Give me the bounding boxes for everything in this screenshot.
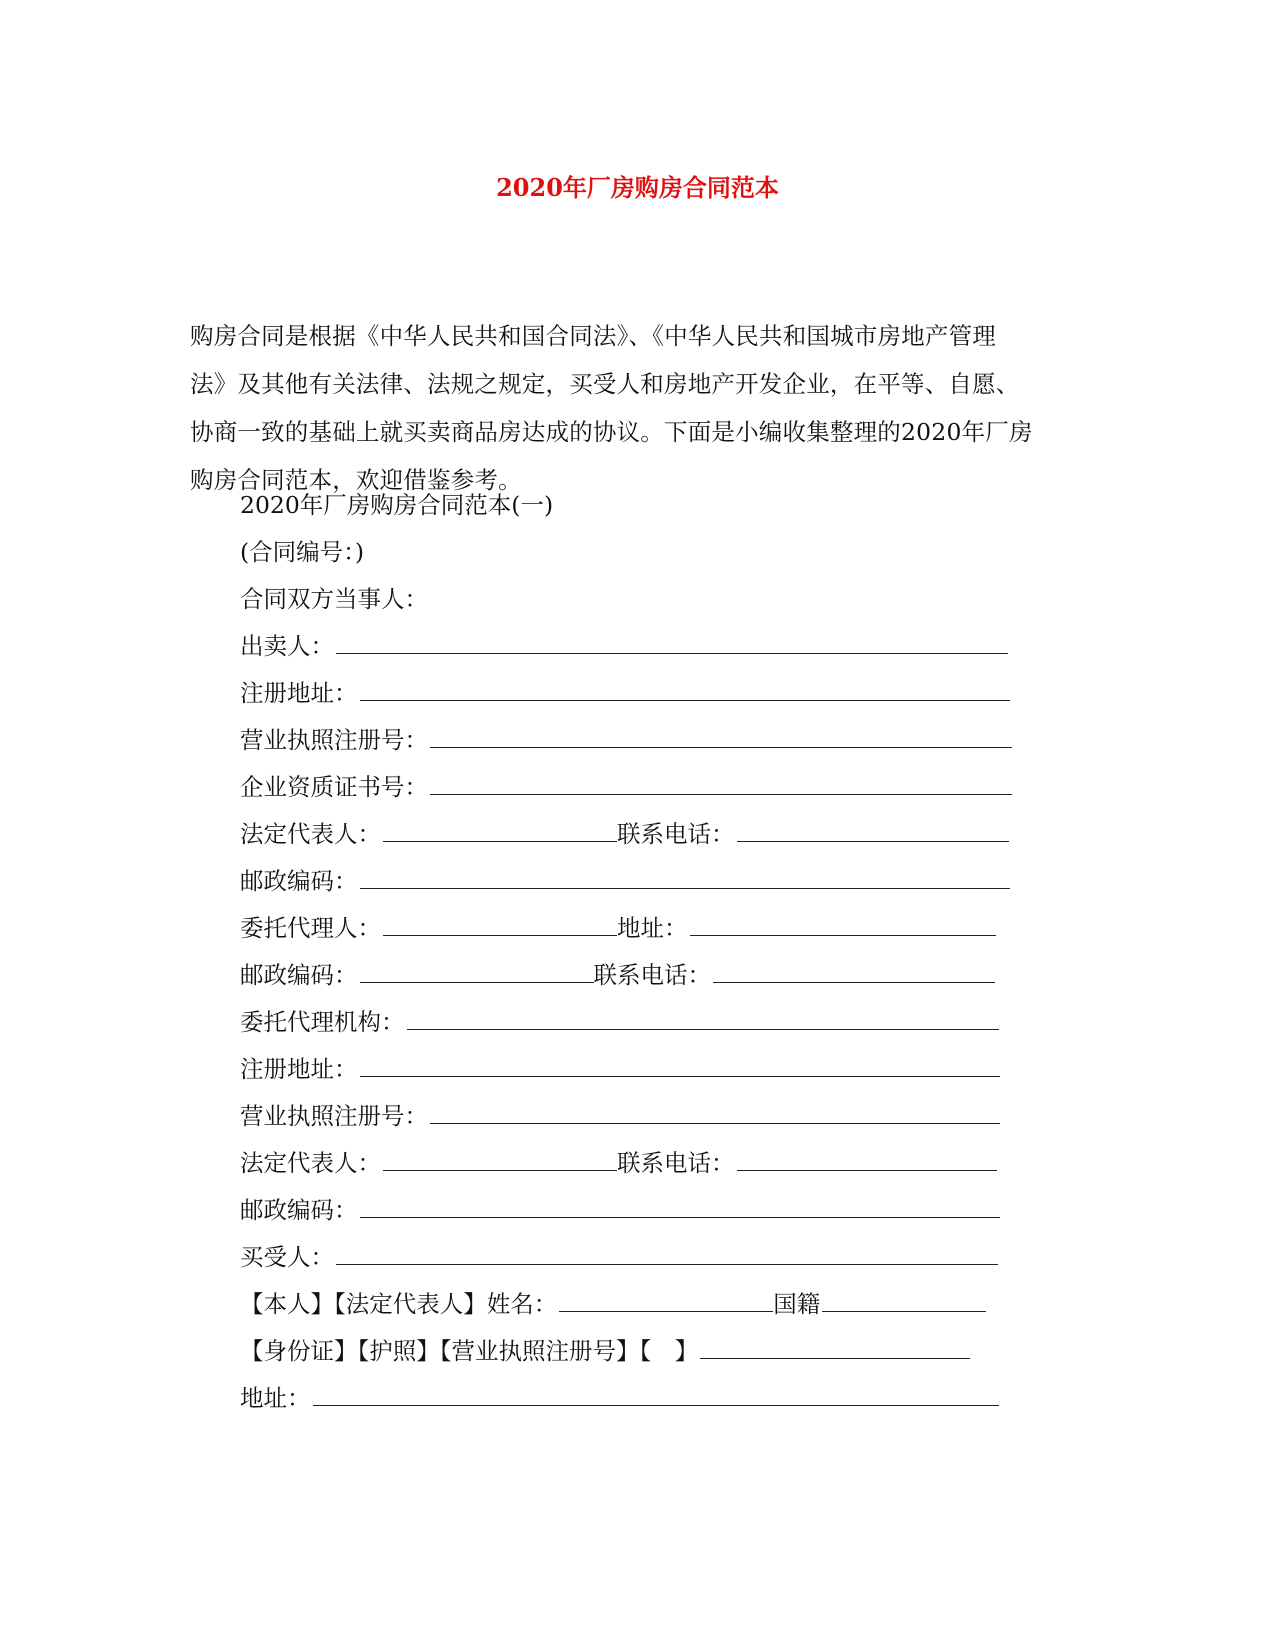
agent-postcode-line <box>240 960 995 990</box>
document-title: 2020年厂房购房合同范本 <box>496 173 779 202</box>
seller-license-blank[interactable] <box>430 725 1012 748</box>
buyer-id-line <box>240 1336 970 1366</box>
agent-postcode-label: 邮政编码： <box>240 961 358 989</box>
agent-postcode-blank[interactable] <box>360 960 594 983</box>
seller-qualification-blank[interactable] <box>430 772 1012 795</box>
agency-postcode-line <box>240 1195 1000 1225</box>
agency-legal-rep-line <box>240 1148 997 1178</box>
agency-reg-address-line <box>240 1054 1000 1084</box>
buyer-label: 买受人： <box>240 1243 334 1271</box>
buyer-nationality-blank[interactable] <box>822 1289 986 1312</box>
buyer-name-line <box>240 1289 986 1319</box>
buyer-name-blank[interactable] <box>559 1289 773 1312</box>
intro-paragraph <box>190 312 1070 504</box>
agency-reg-address-label: 注册地址： <box>240 1055 358 1083</box>
agency-license-blank[interactable] <box>430 1101 1000 1124</box>
parties-heading: 合同双方当事人： <box>240 585 428 613</box>
agent-blank[interactable] <box>383 913 617 936</box>
intro-line: 法》及其他有关法律、法规之规定，买受人和房地产开发企业，在平等、自愿、 <box>190 370 1020 398</box>
agency-line <box>240 1007 999 1037</box>
seller-postcode-label: 邮政编码： <box>240 867 358 895</box>
buyer-name-label: 【本人】【法定代表人】姓名： <box>240 1290 558 1318</box>
agency-label: 委托代理机构： <box>240 1008 405 1036</box>
agency-license-label: 营业执照注册号： <box>240 1102 428 1130</box>
seller-legal-rep-blank[interactable] <box>383 819 617 842</box>
intro-line: 购房合同是根据《中华人民共和国合同法》、《中华人民共和国城市房地产管理 <box>190 322 996 350</box>
seller-line <box>240 631 1008 661</box>
agent-address-label: 地址： <box>617 914 688 942</box>
seller-reg-address-line <box>240 678 1010 708</box>
seller-license-line <box>240 725 1012 755</box>
agency-phone-blank[interactable] <box>737 1148 997 1171</box>
buyer-address-label: 地址： <box>240 1384 311 1412</box>
agent-label: 委托代理人： <box>240 914 381 942</box>
agency-postcode-blank[interactable] <box>360 1195 1000 1218</box>
seller-blank[interactable] <box>336 631 1008 654</box>
seller-qualification-label: 企业资质证书号： <box>240 773 428 801</box>
seller-postcode-blank[interactable] <box>360 866 1010 889</box>
agency-license-line <box>240 1101 1000 1131</box>
seller-reg-address-blank[interactable] <box>360 678 1010 701</box>
buyer-id-label: 【身份证】【护照】【营业执照注册号】【 】 <box>240 1337 699 1365</box>
agency-blank[interactable] <box>407 1007 999 1030</box>
buyer-address-blank[interactable] <box>313 1383 999 1406</box>
seller-qualification-line <box>240 772 1012 802</box>
parties-heading-line <box>240 584 428 614</box>
section-heading-line <box>240 490 553 520</box>
contract-number: (合同编号：) <box>240 538 365 566</box>
section-heading: 2020年厂房购房合同范本(一) <box>240 491 554 519</box>
agent-address-blank[interactable] <box>690 913 996 936</box>
seller-phone-blank[interactable] <box>737 819 1009 842</box>
seller-legal-rep-label: 法定代表人： <box>240 820 381 848</box>
buyer-line <box>240 1242 998 1272</box>
contract-number-line <box>240 537 364 567</box>
buyer-blank[interactable] <box>336 1242 998 1265</box>
seller-phone-label: 联系电话： <box>617 820 735 848</box>
agent-phone-label: 联系电话： <box>593 961 711 989</box>
intro-line: 协商一致的基础上就买卖商品房达成的协议。下面是小编收集整理的2020年厂房 <box>190 418 1033 446</box>
seller-legal-rep-line <box>240 819 1009 849</box>
seller-license-label: 营业执照注册号： <box>240 726 428 754</box>
agent-phone-blank[interactable] <box>713 960 995 983</box>
agent-line <box>240 913 996 943</box>
seller-label: 出卖人： <box>240 632 334 660</box>
agency-postcode-label: 邮政编码： <box>240 1196 358 1224</box>
agency-legal-rep-blank[interactable] <box>383 1148 617 1171</box>
buyer-nationality-label: 国籍 <box>773 1290 821 1318</box>
seller-reg-address-label: 注册地址： <box>240 679 358 707</box>
seller-postcode-line <box>240 866 1010 896</box>
intro-line: 购房合同范本，欢迎借鉴参考。 <box>190 466 522 494</box>
agency-reg-address-blank[interactable] <box>360 1054 1000 1077</box>
buyer-id-blank[interactable] <box>700 1336 970 1359</box>
agency-legal-rep-label: 法定代表人： <box>240 1149 381 1177</box>
buyer-address-line <box>240 1383 999 1413</box>
agency-phone-label: 联系电话： <box>617 1149 735 1177</box>
